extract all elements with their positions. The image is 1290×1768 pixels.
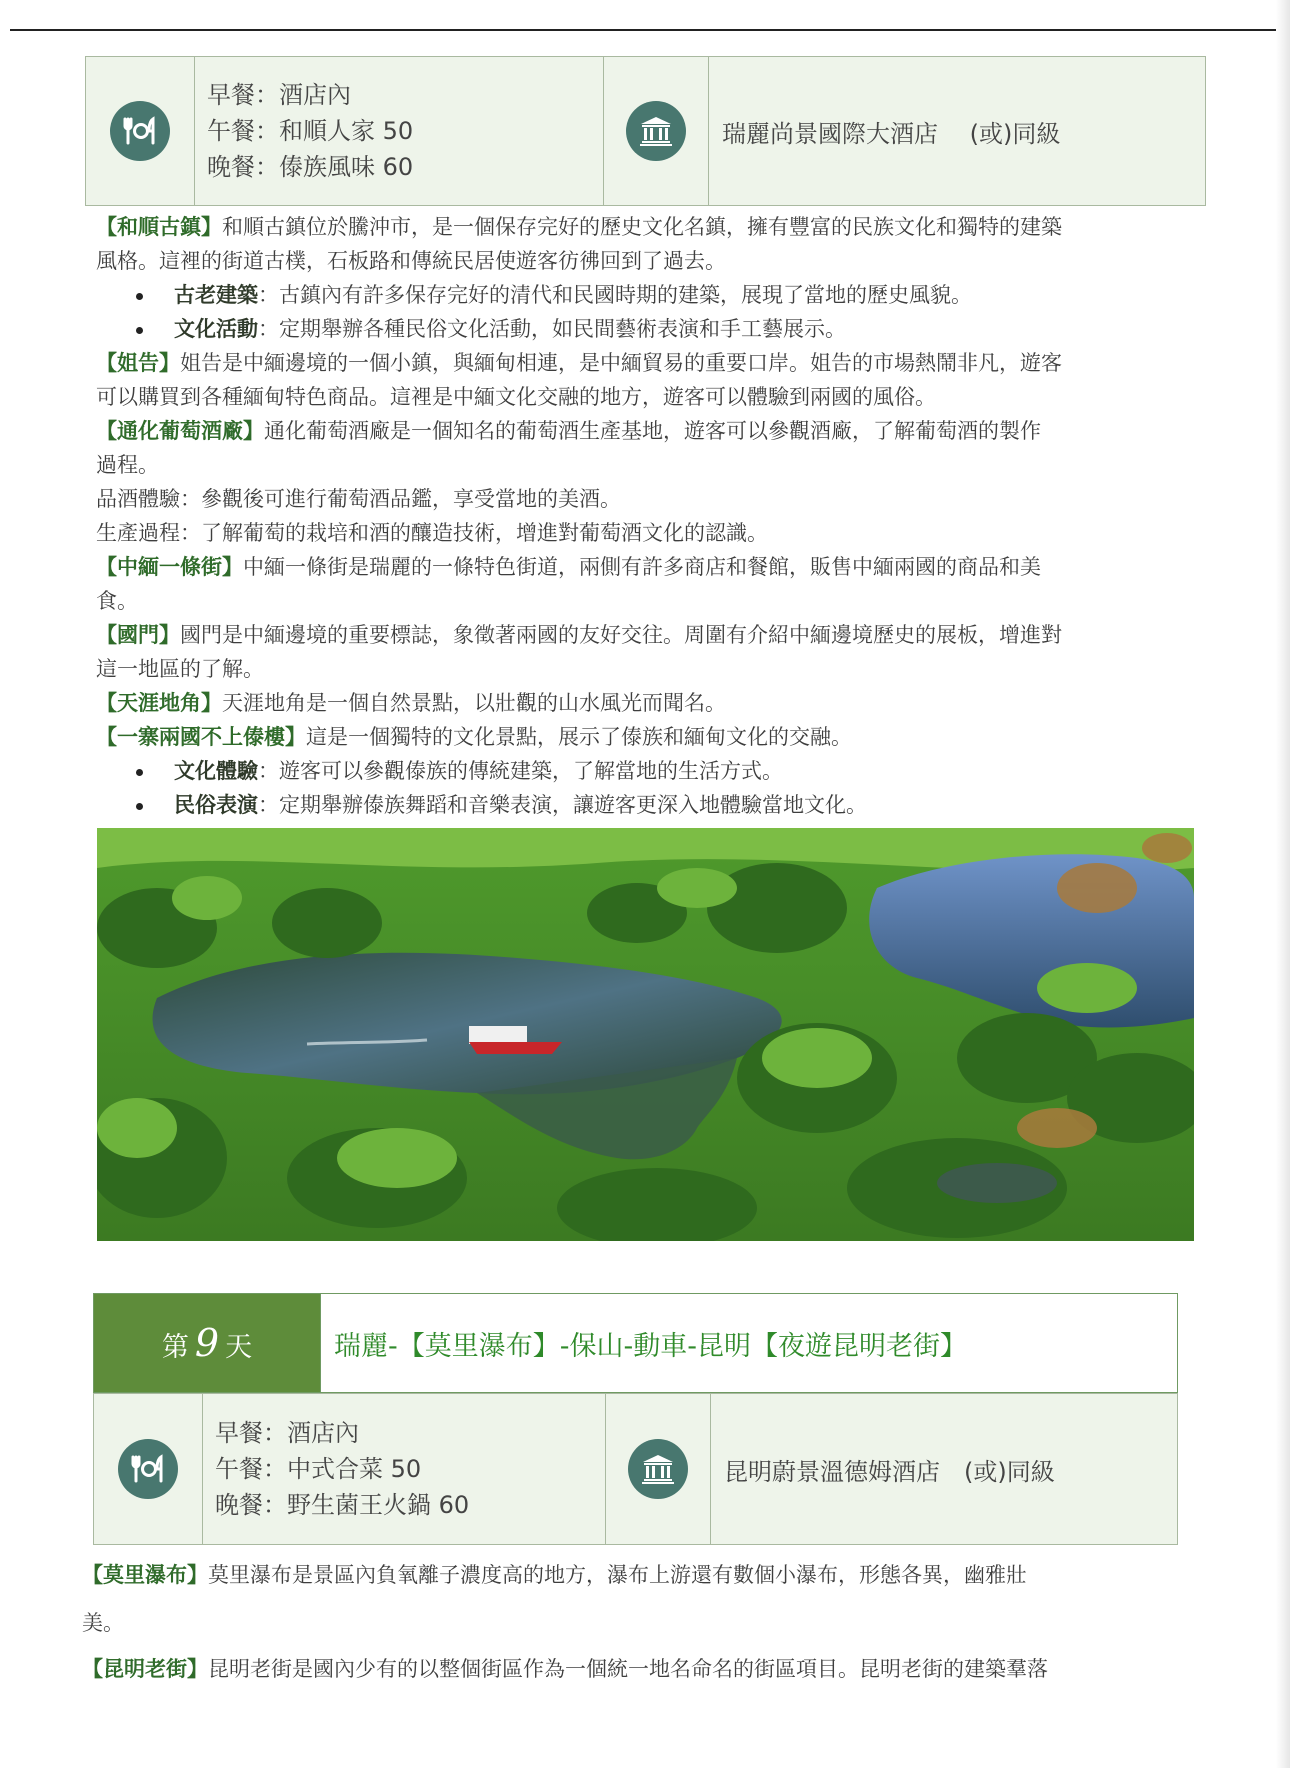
- oldstreet-paragraph: 【昆明老街】昆明老街是國內少有的以整個街區作為一個統一地名命名的街區項目。昆明老街的建築羣落: [82, 1657, 1048, 1681]
- day-label: 第 9 天: [94, 1294, 321, 1393]
- lunch-text: 午餐：和順人家 50: [207, 117, 414, 145]
- tianya-tag: 【天涯地角】: [96, 691, 222, 715]
- fork-knife-plate-icon: [110, 101, 170, 161]
- day8-info-table: [85, 56, 1206, 206]
- hotel-icon-cell: [606, 1394, 711, 1545]
- moli-paragraph: 【莫里瀑布】莫里瀑布是景區內負氧離子濃度高的地方，瀑布上游還有數個小瀑布，形態各異，幽雅壯: [82, 1563, 1027, 1587]
- day-route: 瑞麗-【莫里瀑布】-保山-動車-昆明【夜遊昆明老街】: [321, 1294, 1178, 1393]
- day9-info-table: [93, 1393, 1178, 1545]
- yizhai-bullet-list: [96, 754, 1062, 822]
- winery-production: 生產過程：了解葡萄的栽培和酒的釀造技術，增進對葡萄酒文化的認識。: [96, 521, 768, 545]
- wetland-river-photo: [97, 828, 1194, 1241]
- building-columns-icon: [626, 101, 686, 161]
- gate-paragraph-cont: 這一地區的了解。: [96, 657, 264, 681]
- dinner-text: 晚餐：傣族風味 60: [207, 153, 414, 181]
- street-paragraph-cont: 食。: [96, 589, 138, 613]
- meals-cell: [195, 57, 604, 206]
- building-columns-icon: [628, 1439, 688, 1499]
- gate-paragraph: 【國門】國門是中緬邊境的重要標誌，象徵著兩國的友好交往。周圍有介紹中緬邊境歷史的展板，增進對: [96, 623, 1062, 647]
- hotel-cell: [709, 57, 1206, 206]
- jiegao-tag: 【姐告】: [96, 351, 180, 375]
- fork-knife-plate-icon: [118, 1439, 178, 1499]
- heshun-bullet-list: [96, 278, 1062, 346]
- day-number: 9: [194, 1321, 220, 1365]
- top-divider: [10, 29, 1280, 31]
- winery-paragraph-cont: 過程。: [96, 453, 159, 477]
- gate-tag: 【國門】: [96, 623, 180, 647]
- street-tag: 【中緬一條街】: [96, 555, 243, 579]
- day9-content: [82, 1555, 1048, 1689]
- breakfast-text: 早餐：酒店內: [207, 81, 351, 109]
- day9-header: [93, 1293, 1178, 1393]
- breakfast-text: 早餐：酒店內: [215, 1419, 359, 1447]
- meals-cell: [203, 1394, 606, 1545]
- meal-icon-cell: [94, 1394, 203, 1545]
- tianya-paragraph: 【天涯地角】天涯地角是一個自然景點，以壯觀的山水風光而聞名。: [96, 691, 726, 715]
- yizhai-paragraph: 【一寨兩國不上傣樓】這是一個獨特的文化景點，展示了傣族和緬甸文化的交融。: [96, 725, 852, 749]
- heshun-tag: 【和順古鎮】: [96, 215, 222, 239]
- lunch-text: 午餐：中式合菜 50: [215, 1455, 422, 1483]
- winery-paragraph: 【通化葡萄酒廠】通化葡萄酒廠是一個知名的葡萄酒生產基地，遊客可以參觀酒廠，了解葡萄酒的製作: [96, 419, 1041, 443]
- dinner-text: 晚餐：野生菌王火鍋 60: [215, 1491, 470, 1519]
- list-item: 文化體驗：遊客可以參觀傣族的傳統建築，了解當地的生活方式。: [96, 754, 1062, 788]
- list-item: 文化活動：定期舉辦各種民俗文化活動，如民間藝術表演和手工藝展示。: [96, 312, 1062, 346]
- hotel-name: 瑞麗尚景國際大酒店 (或)同級: [722, 119, 1061, 148]
- heshun-paragraph-cont: 風格。這裡的街道古樸，石板路和傳統民居使遊客彷彿回到了過去。: [96, 249, 726, 273]
- jiegao-paragraph-cont: 可以購買到各種緬甸特色商品。這裡是中緬文化交融的地方，遊客可以體驗到兩國的風俗。: [96, 385, 936, 409]
- list-item: 古老建築：古鎮內有許多保存完好的清代和民國時期的建築，展現了當地的歷史風貌。: [96, 278, 1062, 312]
- day8-content: [96, 210, 1062, 822]
- list-item: 民俗表演：定期舉辦傣族舞蹈和音樂表演，讓遊客更深入地體驗當地文化。: [96, 788, 1062, 822]
- winery-tasting: 品酒體驗：參觀後可進行葡萄酒品鑑，享受當地的美酒。: [96, 487, 621, 511]
- hotel-cell: [711, 1394, 1178, 1545]
- heshun-paragraph: 【和順古鎮】和順古鎮位於騰沖市，是一個保存完好的歷史文化名鎮，擁有豐富的民族文化和獨特的建築: [96, 215, 1062, 239]
- meal-icon-cell: [86, 57, 195, 206]
- street-paragraph: 【中緬一條街】中緬一條街是瑞麗的一條特色街道，兩側有許多商店和餐館，販售中緬兩國的商品和美: [96, 555, 1041, 579]
- moli-paragraph-cont: 美。: [82, 1611, 124, 1635]
- oldstreet-tag: 【昆明老街】: [82, 1657, 208, 1681]
- moli-tag: 【莫里瀑布】: [82, 1563, 208, 1587]
- hotel-icon-cell: [604, 57, 709, 206]
- hotel-name: 昆明蔚景溫德姆酒店 (或)同級: [724, 1457, 1055, 1486]
- yizhai-tag: 【一寨兩國不上傣樓】: [96, 725, 306, 749]
- winery-tag: 【通化葡萄酒廠】: [96, 419, 264, 443]
- page-edge-shadow: [1276, 0, 1290, 1768]
- jiegao-paragraph: 【姐告】姐告是中緬邊境的一個小鎮，與緬甸相連，是中緬貿易的重要口岸。姐告的市場熱鬧非凡，遊客: [96, 351, 1062, 375]
